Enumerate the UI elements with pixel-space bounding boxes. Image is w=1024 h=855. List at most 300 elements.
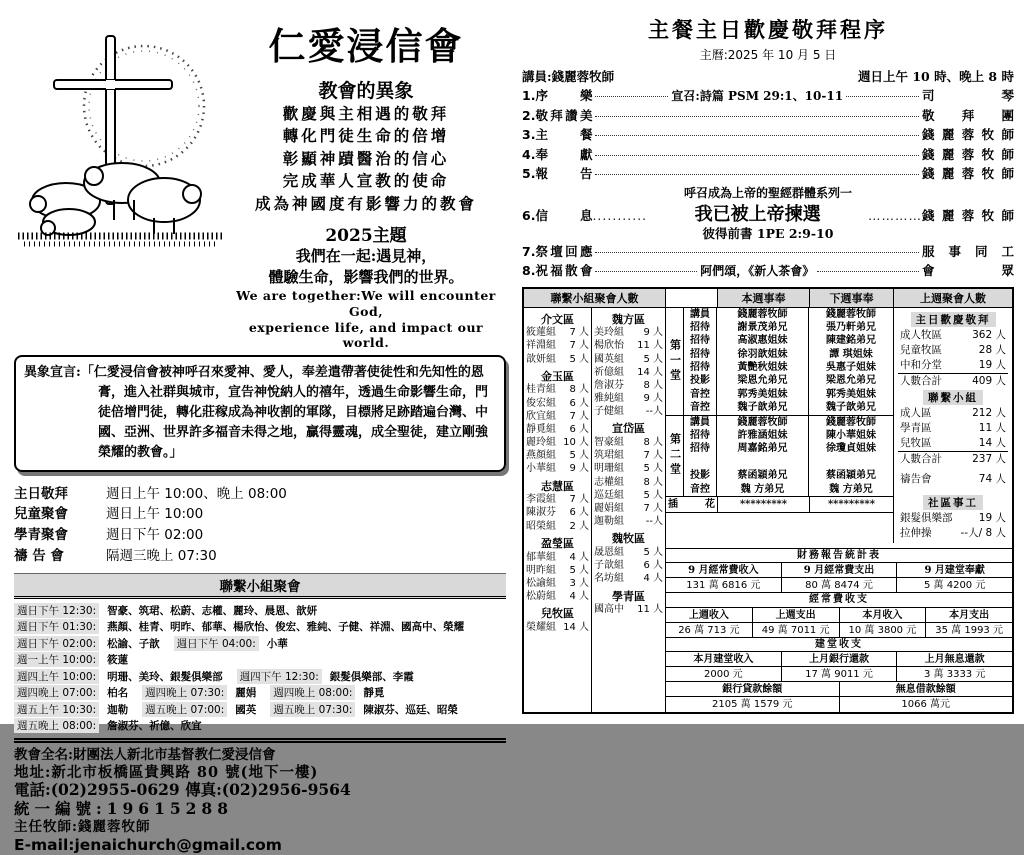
group-count: 5 人 — [569, 450, 589, 462]
schedule-time-chip: 週五晚上 08:00: — [14, 718, 99, 733]
worship-time-row — [14, 504, 506, 525]
service-this-week: 周嘉銘弟兄 — [717, 442, 809, 455]
dot-leader — [595, 252, 919, 253]
service-row — [684, 388, 893, 401]
service-this-week: 魏子歆弟兄 — [717, 401, 809, 414]
hall-label — [666, 308, 684, 415]
summary-value: 11 人 — [978, 421, 1006, 434]
program-item-label: 序樂 — [535, 88, 593, 103]
group-count: 2 人 — [569, 520, 589, 532]
summary-total-name: 人數合計 — [900, 452, 942, 465]
hall-rows — [684, 308, 893, 415]
group-count: 4 人 — [643, 573, 663, 585]
dot-leader — [846, 96, 919, 97]
summary-row — [898, 421, 1008, 436]
summary-value: 19 人 — [978, 511, 1006, 524]
schedule-row — [14, 619, 506, 636]
group-row — [526, 520, 589, 533]
group-row — [594, 489, 663, 502]
schedule-time-chip: 週一上午 10:00: — [14, 652, 99, 667]
group-name: 子歆組 — [594, 560, 624, 572]
service-role: 音控 — [684, 388, 717, 401]
dot-leader — [817, 271, 919, 272]
hall-section — [666, 308, 893, 416]
service-role: 招待 — [684, 348, 717, 361]
group-row — [594, 515, 663, 528]
service-row — [684, 308, 893, 321]
group-name: 詹淑芬 — [594, 379, 624, 391]
service-row — [684, 416, 893, 429]
group-row — [526, 410, 589, 423]
schedule-time-chip: 週日下午 01:30: — [14, 619, 99, 634]
service-next-week: 魏子歆弟兄 — [826, 402, 876, 414]
english-theme-lines — [226, 288, 506, 351]
schedule-time-chip: 週四晚上 08:00: — [270, 685, 355, 700]
group-count: 8 人 — [569, 384, 589, 396]
region-header: 金玉區 — [541, 369, 574, 383]
program-speaker: 講員:錢麗蓉牧師 — [522, 69, 615, 84]
group-count: 8 人 — [643, 379, 663, 391]
summary-name: 兒童牧區 — [900, 343, 942, 356]
program-item-assignee: 錢麗蓉牧師 — [922, 146, 1014, 162]
group-count: --人 — [645, 516, 663, 528]
group-count: 14 人 — [637, 366, 663, 378]
program-item-label: 報告 — [535, 166, 593, 181]
summary-row — [898, 406, 1008, 421]
program-item-label: 祝福散會 — [535, 263, 593, 278]
service-this-week: 郭秀美姐妹 — [717, 388, 809, 401]
service-role: 招待 — [684, 334, 717, 347]
group-name: 雅純組 — [594, 393, 624, 405]
group-name: 李霞組 — [526, 494, 556, 506]
flower-label: 插花 — [666, 497, 718, 512]
worship-time: 週日上午 10:00、晚上 08:00 — [106, 485, 287, 502]
contact-line: 主任牧師:錢麗蓉牧師 — [14, 819, 151, 836]
group-count: 3 人 — [569, 577, 589, 589]
service-row — [684, 321, 893, 334]
region-header: 盈瑩區 — [541, 536, 574, 550]
right-page — [522, 14, 1014, 714]
schedule-names: 燕顏、桂青、明昨、郁華、楊欣怡、俊宏、雅純、子健、祥淵、國高中、榮耀 — [107, 621, 465, 634]
finance-value-cell: 2105 萬 1579 元 — [666, 697, 840, 712]
finance-header-row — [666, 682, 1012, 697]
dot-leader — [595, 135, 919, 136]
program-item — [522, 242, 1014, 262]
group-name: 榮耀組 — [526, 621, 556, 633]
service-this-week: 錢麗蓉牧師 — [717, 416, 809, 429]
finance-header-cell: 上月銀行還款 — [782, 652, 898, 667]
hall-label-text: 第二堂 — [668, 433, 682, 479]
program-item-assignee: 司琴 — [922, 88, 1015, 103]
group-row — [526, 621, 589, 634]
group-row — [594, 502, 663, 515]
group-name: 燕顏組 — [526, 450, 556, 462]
message-row — [522, 200, 1014, 224]
summary-total-value: 237 人 — [972, 452, 1006, 465]
group-name: 麗娟組 — [594, 503, 624, 515]
schedule-names: 智豪、筑珺、松蔚、志權、麗玲、晨恩、歆妍 — [107, 604, 318, 617]
schedule-time-chip: 週四下午 12:30: — [237, 669, 322, 684]
contact-line: 統一編號:19615288 — [14, 799, 234, 819]
group-name: 松諭組 — [526, 577, 556, 589]
group-row — [594, 353, 663, 366]
finance-value-cell: 10 萬 3800 元 — [840, 623, 927, 638]
group-row — [594, 392, 663, 405]
finance-value-cell: 3 萬 3333 元 — [897, 667, 1012, 682]
vision-line: 完成華人宣教的使命 — [282, 171, 450, 191]
group-name: 國英組 — [594, 353, 624, 365]
service-role: 招待 — [684, 321, 717, 334]
program-item — [522, 145, 1014, 165]
group-count: 4 人 — [569, 591, 589, 603]
program-item — [522, 261, 1014, 281]
group-name: 晟恩組 — [594, 547, 624, 559]
finance-header-cell: 本月支出 — [926, 608, 1012, 623]
program-item — [522, 125, 1014, 145]
group-count: 9 人 — [643, 327, 663, 339]
group-row — [594, 603, 663, 616]
schedule-names: 明珊、美玲、銀髮俱樂部 — [107, 670, 223, 683]
message-dots: ………… — [868, 207, 922, 223]
service-role: 講員 — [684, 308, 717, 321]
service-this-week: 許雅涵姐妹 — [717, 429, 809, 442]
group-name: 迦勒組 — [594, 516, 624, 528]
group-row — [526, 564, 589, 577]
service-assignments — [666, 308, 894, 543]
left-page — [14, 8, 506, 855]
summary-row — [898, 472, 1008, 487]
service-row — [684, 483, 893, 496]
divider-rule — [14, 738, 506, 743]
group-name: 麗玲組 — [526, 437, 556, 449]
worship-time-row — [14, 525, 506, 546]
program-item-label: 信息 — [535, 207, 593, 223]
church-title-block — [226, 8, 506, 351]
program-meta — [522, 67, 1014, 85]
group-count: 7 人 — [569, 327, 589, 339]
group-row — [594, 546, 663, 559]
group-name: 名坊組 — [594, 573, 624, 585]
worship-times-list — [14, 484, 506, 568]
group-name: 子健組 — [594, 406, 624, 418]
service-this-week — [717, 456, 809, 469]
service-this-week: 高淑惠姐妹 — [717, 334, 809, 347]
group-name: 筱蓮組 — [526, 327, 556, 339]
worship-time: 隔週三晚上 07:30 — [106, 548, 217, 565]
service-role: 招待 — [684, 442, 717, 455]
church-contact-block — [14, 747, 506, 854]
schedule-time-chip: 週四晚上 07:00: — [14, 685, 99, 700]
schedule-names: 麗娟 — [235, 687, 257, 700]
schedule-row — [14, 635, 506, 652]
group-count: 7 人 — [643, 503, 663, 515]
group-row — [526, 449, 589, 462]
group-row — [526, 339, 589, 352]
service-this-week: 魏 方弟兄 — [717, 483, 809, 496]
service-role: 招待 — [684, 361, 717, 374]
group-row — [526, 423, 589, 436]
region-header: 魏方區 — [612, 312, 645, 326]
group-count: 14 人 — [563, 621, 589, 633]
group-count: 5 人 — [569, 564, 589, 576]
summary-total-name: 人數合計 — [900, 374, 942, 387]
schedule-names: 詹淑芬、祈億、欣宜 — [107, 720, 202, 733]
group-row — [594, 436, 663, 449]
group-name: 美玲組 — [594, 327, 624, 339]
contact-line: 電話:(02)2955-0629 傳真:(02)2956-9564 — [14, 780, 351, 800]
message-scripture: 彼得前書 1PE 2:9-10 — [702, 225, 834, 241]
program-item-assignee: 敬拜團 — [922, 107, 1014, 123]
group-row — [526, 590, 589, 603]
schedule-time-chip: 週日下午 04:00: — [174, 636, 259, 651]
flower-row — [666, 497, 893, 513]
finance-header-row — [666, 652, 1012, 667]
group-name: 楊欣怡 — [594, 340, 624, 352]
finance-value-cell: 131 萬 6816 元 — [666, 578, 782, 593]
cross-and-sheep-svg — [14, 8, 226, 248]
group-row — [526, 436, 589, 449]
schedule-time-chip: 週四上午 10:00: — [14, 669, 99, 684]
group-row — [594, 559, 663, 572]
finance-value-cell: 26 萬 713 元 — [666, 623, 753, 638]
program-item — [522, 86, 1014, 106]
group-count: 9 人 — [569, 463, 589, 475]
summary-row — [898, 358, 1008, 373]
region-header: 魏牧區 — [612, 532, 645, 546]
finance-header-cell: 9 月建堂奉獻 — [897, 563, 1012, 578]
group-count: 5 人 — [569, 353, 589, 365]
header-blank — [666, 289, 718, 307]
service-role: 招待 — [684, 429, 717, 442]
program-item-assignee: 服事同工 — [922, 243, 1014, 259]
program-item-label: 主餐 — [535, 127, 593, 142]
finance-value-row — [666, 578, 1012, 593]
header-next-week-service: 下週事奉 — [810, 289, 894, 307]
group-count: 7 人 — [569, 410, 589, 422]
finance-value-cell: 5 萬 4200 元 — [897, 578, 1012, 593]
service-next-week: 陳小華姐妹 — [826, 430, 876, 442]
group-count: 6 人 — [643, 560, 663, 572]
dot-leader — [595, 155, 919, 156]
schedule-names: 銀髮俱樂部、李霞 — [329, 670, 414, 683]
summary-name: 學青區 — [900, 421, 932, 434]
summary-name: 拉伸操 — [900, 526, 932, 539]
finance-section-title: 經常費收支 — [666, 593, 1012, 608]
services-and-summary — [666, 308, 1012, 543]
group-count: 11 人 — [637, 340, 663, 352]
finance-value-cell: 1066 萬元 — [901, 699, 951, 710]
schedule-row — [14, 652, 506, 669]
group-name: 明昨組 — [526, 564, 556, 576]
finance-value-cell: 80 萬 8474 元 — [782, 578, 898, 593]
flower-this-week: ********* — [718, 497, 810, 512]
group-row — [594, 405, 663, 418]
service-next-week: 魏 方弟兄 — [829, 483, 873, 495]
header-last-week-attendance: 上週聚會人數 — [894, 289, 1012, 307]
finance-block — [666, 593, 1012, 638]
program-item-assignee: 會眾 — [922, 263, 1014, 278]
group-row — [594, 476, 663, 489]
service-next-week — [809, 456, 893, 469]
vision-line: 歡慶與主相遇的敬拜 — [282, 104, 450, 123]
cross-and-sheep-illustration — [14, 8, 226, 248]
group-count: 8 人 — [643, 437, 663, 449]
finance-header-cell: 上週收入 — [666, 608, 753, 623]
service-this-week: 黃艷秋姐妹 — [717, 361, 809, 374]
service-next-week: 錢麗蓉牧師 — [826, 308, 876, 320]
service-row — [684, 429, 893, 442]
program-item-label: 奉獻 — [535, 146, 593, 162]
group-row — [526, 383, 589, 396]
vision-declaration-box — [14, 355, 506, 472]
finance-report — [666, 549, 1012, 713]
smallgroup-section-header: 聯繫小組聚會 — [14, 573, 506, 599]
program-item-assignee: 錢麗蓉牧師 — [922, 207, 1014, 223]
summary-value: 14 人 — [978, 436, 1006, 449]
english-theme-line: experience life, and impact our world. — [248, 319, 484, 351]
theme-line: 我們在一起:遇見神， — [295, 247, 437, 266]
english-theme-line: We are together:We will encounter God, — [236, 288, 496, 319]
smallgroup-schedule — [14, 602, 506, 734]
schedule-time-chip: 週四晚上 07:30: — [142, 685, 227, 700]
worship-time: 週日下午 02:00 — [106, 527, 204, 544]
vision-declaration-label: 異象宣言: — [24, 364, 81, 380]
program-date: 主曆:2025 年 10 月 5 日 — [699, 48, 837, 62]
region-header: 學青區 — [612, 589, 645, 603]
vision-line: 彰顯神蹟醫治的信心 — [282, 148, 450, 168]
region-header: 兒牧區 — [541, 607, 574, 621]
group-name: 欣宜組 — [526, 410, 556, 422]
worship-time-row — [14, 484, 506, 505]
finance-value-cell: 35 萬 1993 元 — [926, 623, 1012, 638]
summary-value: 212 人 — [972, 406, 1006, 419]
service-row — [684, 401, 893, 414]
schedule-time-chip: 週五上午 10:30: — [14, 702, 99, 717]
contact-line: E-mail:jenaichurch@gmail.com — [14, 835, 282, 854]
finance-header-cell: 上月無息還款 — [897, 652, 1012, 667]
program-item-number: 6. — [522, 207, 536, 223]
worship-name: 學青聚會 — [14, 527, 68, 544]
group-count: 9 人 — [643, 393, 663, 405]
group-row — [526, 493, 589, 506]
service-next-week: 張乃軒弟兄 — [826, 321, 876, 333]
summary-name: 兒牧區 — [900, 436, 932, 449]
group-row — [594, 379, 663, 392]
service-next-week: 郭秀美姐妹 — [826, 388, 876, 400]
worship-name: 兒童聚會 — [14, 506, 68, 523]
service-role: 投影 — [684, 469, 717, 482]
message-dots: ........... — [592, 207, 648, 223]
summary-total-value: 409 人 — [972, 374, 1006, 387]
service-next-week: 吳惠子姐妹 — [826, 362, 876, 374]
schedule-names: 筱蓮 — [107, 654, 129, 667]
vision-line: 轉化門徒生命的倍增 — [282, 126, 450, 146]
finance-header-cell: 無息借款餘額 — [840, 682, 1013, 697]
schedule-time-chip: 週日下午 02:00: — [14, 636, 99, 651]
group-name: 明珊組 — [594, 463, 624, 475]
group-count: --人 — [645, 406, 663, 418]
vision-lines — [226, 103, 506, 215]
finance-header-row — [666, 563, 1012, 578]
program-item-number: 5. — [522, 166, 536, 181]
group-count: 11 人 — [637, 604, 663, 616]
schedule-row — [14, 668, 506, 685]
group-column-b — [592, 308, 666, 713]
group-count: 5 人 — [643, 489, 663, 501]
group-name: 小華組 — [526, 463, 556, 475]
worship-time-row — [14, 546, 506, 567]
contact-line: 地址:新北市板橋區貴興路 80 號(地下一樓) — [14, 763, 319, 781]
schedule-row — [14, 602, 506, 619]
group-name: 筑珺組 — [594, 450, 624, 462]
finance-value-cell: 2000 元 — [666, 667, 782, 682]
message-title: 我已被上帝揀選 — [694, 203, 821, 225]
summary-section-title: 社區事工 — [923, 495, 983, 510]
schedule-names: 靜覓 — [363, 687, 385, 700]
group-row — [526, 462, 589, 475]
left-header — [14, 8, 506, 351]
group-name: 郁華組 — [526, 551, 556, 563]
summary-row — [898, 328, 1008, 343]
summary-total-row — [898, 451, 1008, 466]
group-row — [594, 326, 663, 339]
summary-total-row — [898, 373, 1008, 388]
finance-block — [666, 682, 1012, 712]
group-count: 5 人 — [643, 353, 663, 365]
group-row — [594, 572, 663, 585]
program-item-message — [522, 184, 1014, 242]
service-next-week: 錢麗蓉牧師 — [826, 416, 876, 428]
service-row — [684, 334, 893, 347]
program-item-number: 3. — [522, 127, 536, 142]
contact-line: 教會全名:財團法人新北市基督教仁愛浸信會 — [14, 747, 276, 764]
group-count: 7 人 — [569, 340, 589, 352]
summary-name: 成人牧區 — [900, 328, 942, 341]
schedule-names: 迦勒 — [107, 703, 129, 716]
group-row — [526, 397, 589, 410]
program-item-number: 1. — [522, 88, 536, 103]
hall-rows — [684, 416, 893, 496]
program-item-note: 宣召:詩篇 PSM 29:1、10-11 — [671, 89, 844, 103]
schedule-row — [14, 718, 506, 735]
program-item-number: 7. — [522, 243, 536, 259]
worship-time: 週日上午 10:00 — [106, 506, 204, 523]
group-count: 6 人 — [569, 423, 589, 435]
group-count: 5 人 — [643, 463, 663, 475]
program-item — [522, 164, 1014, 184]
vision-title: 教會的異象 — [318, 80, 414, 102]
summary-row — [898, 436, 1008, 451]
group-column-a — [524, 308, 592, 713]
schedule-names: 國英 — [235, 703, 257, 716]
church-name: 仁愛浸信會 — [268, 24, 464, 68]
group-count: 7 人 — [569, 494, 589, 506]
group-name: 國高中 — [594, 604, 624, 616]
program-item-number: 2. — [522, 107, 536, 123]
worship-name: 禱 告 會 — [14, 548, 64, 565]
schedule-names: 柏名 — [107, 687, 129, 700]
summary-name: 中和分堂 — [900, 358, 942, 371]
vision-declaration-text: 異象宣言:「仁愛浸信會被神呼召來愛神、愛人，奉差遣帶著使徒性和先知性的恩膏，進入社群與城市，宣告神悅納人的禧年，透過生命影響生命，門徒倍增門徒，轉化莊稼成為神收割的軍隊，目標將足跡踏遍台灣、中國、亞洲、世界許多福音未得之地，贏得靈魂，成全聖徒，建立剛強榮耀的教會。」 — [24, 364, 489, 461]
summary-row — [898, 343, 1008, 358]
table-right-region — [666, 308, 1012, 713]
group-name: 歆妍組 — [526, 353, 556, 365]
group-row — [594, 366, 663, 379]
finance-header-cell: 銀行貸款餘額 — [666, 682, 840, 697]
finance-value-row — [666, 667, 1012, 682]
service-row — [684, 374, 893, 387]
dot-leader — [595, 116, 919, 117]
